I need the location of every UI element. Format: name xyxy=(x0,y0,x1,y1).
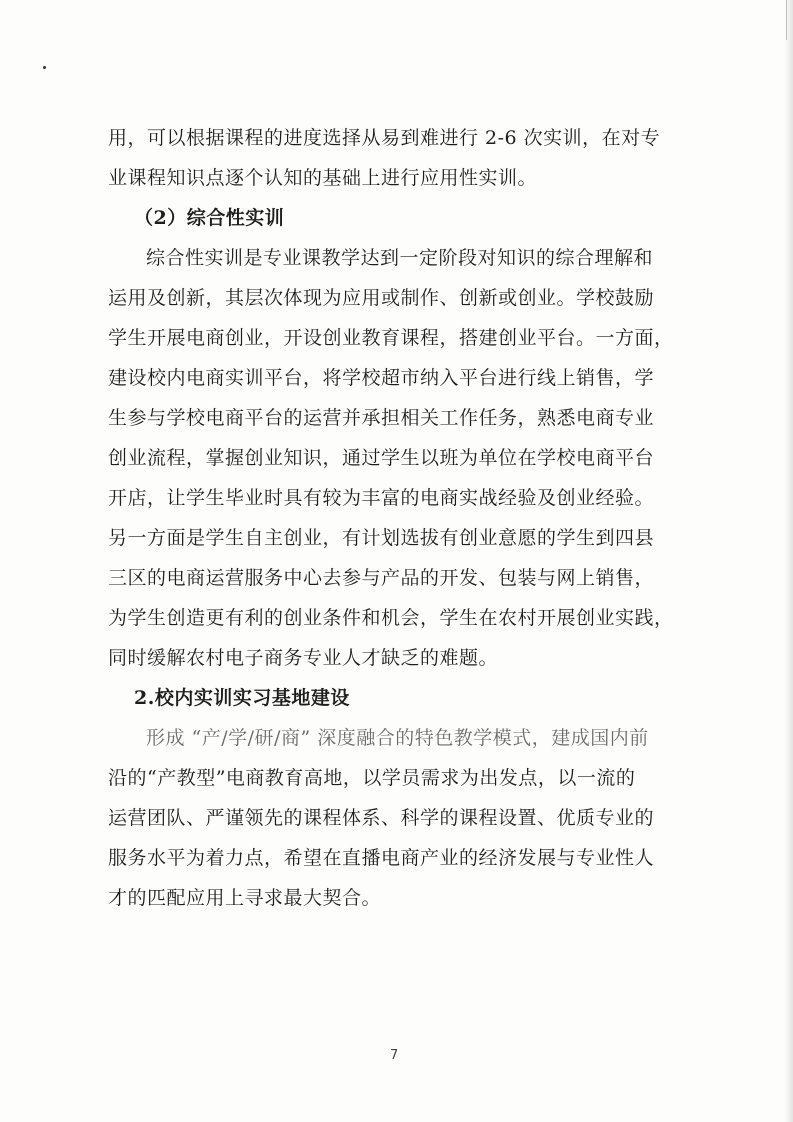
paragraph-line: 运用及创新，其层次体现为应用或制作、创新或创业。学校鼓励 xyxy=(108,287,655,309)
paragraph-line: 创业流程，掌握创业知识，通过学生以班为单位在学校电商平台 xyxy=(108,447,655,469)
paragraph-line: 同时缓解农村电子商务专业人才缺乏的难题。 xyxy=(108,647,499,669)
paragraph-line: 学生开展电商创业，开设创业教育课程，搭建创业平台。一方面， xyxy=(108,327,674,349)
paragraph-line: 另一方面是学生自主创业，有计划选拔有创业意愿的学生到四县 xyxy=(108,527,655,549)
section-heading: 2.校内实训实习基地建设 xyxy=(134,687,350,709)
paragraph-line: 用，可以根据课程的进度选择从易到难进行 2-6 次实训，在对专 xyxy=(108,127,661,149)
paragraph-line: 服务水平为着力点，希望在直播电商产业的经济发展与专业性人 xyxy=(108,847,655,869)
page-number: 7 xyxy=(390,1048,399,1063)
paragraph-line: 运营团队、严谨领先的课程体系、科学的课程设置、优质专业的 xyxy=(108,807,655,829)
scan-corner-mark xyxy=(772,0,787,40)
paragraph-line: 综合性实训是专业课教学达到一定阶段对知识的综合理解和 xyxy=(146,247,654,269)
paragraph-line: 沿的“产教型”电商教育高地，以学员需求为出发点，以一流的 xyxy=(108,767,636,789)
paragraph-line: 生参与学校电商平台的运营并承担相关工作任务，熟悉电商专业 xyxy=(108,407,655,429)
paragraph-line: 形成 “产/学/研/商” 深度融合的特色教学模式，建成国内前 xyxy=(146,727,649,749)
paragraph-line: 三区的电商运营服务中心去参与产品的开发、包装与网上销售， xyxy=(108,567,655,589)
paragraph-line: 业课程知识点逐个认知的基础上进行应用性实训。 xyxy=(108,167,538,189)
paragraph-line: 建设校内电商实训平台，将学校超市纳入平台进行线上销售，学 xyxy=(108,367,655,389)
section-heading: （2）综合性实训 xyxy=(134,207,285,229)
paragraph-line: 为学生创造更有利的创业条件和机会，学生在农村开展创业实践， xyxy=(108,607,674,629)
paragraph-line: 才的匹配应用上寻求最大契合。 xyxy=(108,887,382,909)
scan-edge-shadow xyxy=(785,0,793,1122)
paragraph-line: 开店，让学生毕业时具有较为丰富的电商实战经验及创业经验。 xyxy=(108,487,655,509)
scan-speck xyxy=(43,66,46,69)
body-text xyxy=(108,118,698,918)
